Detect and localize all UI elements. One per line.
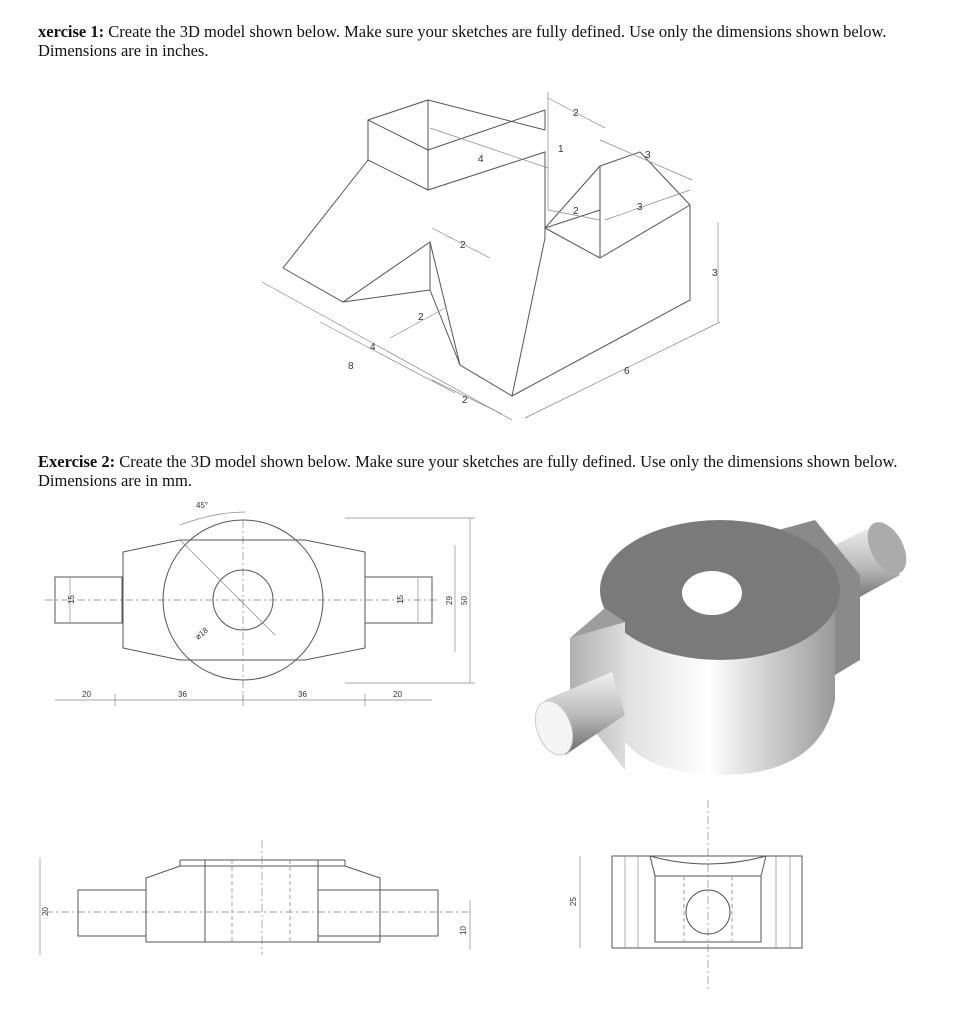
outer-height-dim: 50 [460,596,469,605]
ex1-dim-label: 8 [348,361,354,372]
right-shaft-dim: 15 [396,595,405,604]
ex1-dim-label: 4 [370,342,376,353]
ex1-dim-label: 4 [478,154,484,165]
bottom-dim: 36 [298,690,307,699]
ex1-dim-label: 3 [637,202,643,213]
exercise-1-label: xercise 1: [38,22,105,41]
ex1-dim-label: 3 [645,150,651,161]
inner-height-dim: 29 [445,596,454,605]
ex1-dim-label: 2 [418,312,424,323]
hole-dia-dim: ø18 [193,625,210,642]
exercise-2-label: Exercise 2: [38,452,116,471]
ex1-dim-label: 2 [462,395,468,406]
ex1-dim-label: 2 [573,108,579,119]
angle-dim: 45° [196,501,209,510]
ex1-dim-label: 6 [624,366,630,377]
bottom-dim: 20 [393,690,402,699]
ex1-dim-label: 3 [712,268,718,279]
exercise-1-text: Create the 3D model shown below. Make sure your sketches are fully defined. Use only the dimensions shown below. Dimensions are in inches. [38,22,887,60]
ex1-dim-label: 1 [558,144,564,155]
front-shaft-dim: 10 [459,926,468,935]
bottom-dim: 20 [82,690,91,699]
front-height-dim: 20 [41,907,50,916]
exercise-2-text: Create the 3D model shown below. Make sure your sketches are fully defined. Use only the dimensions shown below. Dimensions are in mm. [38,452,898,490]
left-shaft-dim: 15 [67,595,76,604]
ex1-dim-label: 2 [573,206,579,217]
side-height-dim: 25 [569,897,578,906]
bottom-dim: 36 [178,690,187,699]
ex1-dim-label: 2 [460,240,466,251]
